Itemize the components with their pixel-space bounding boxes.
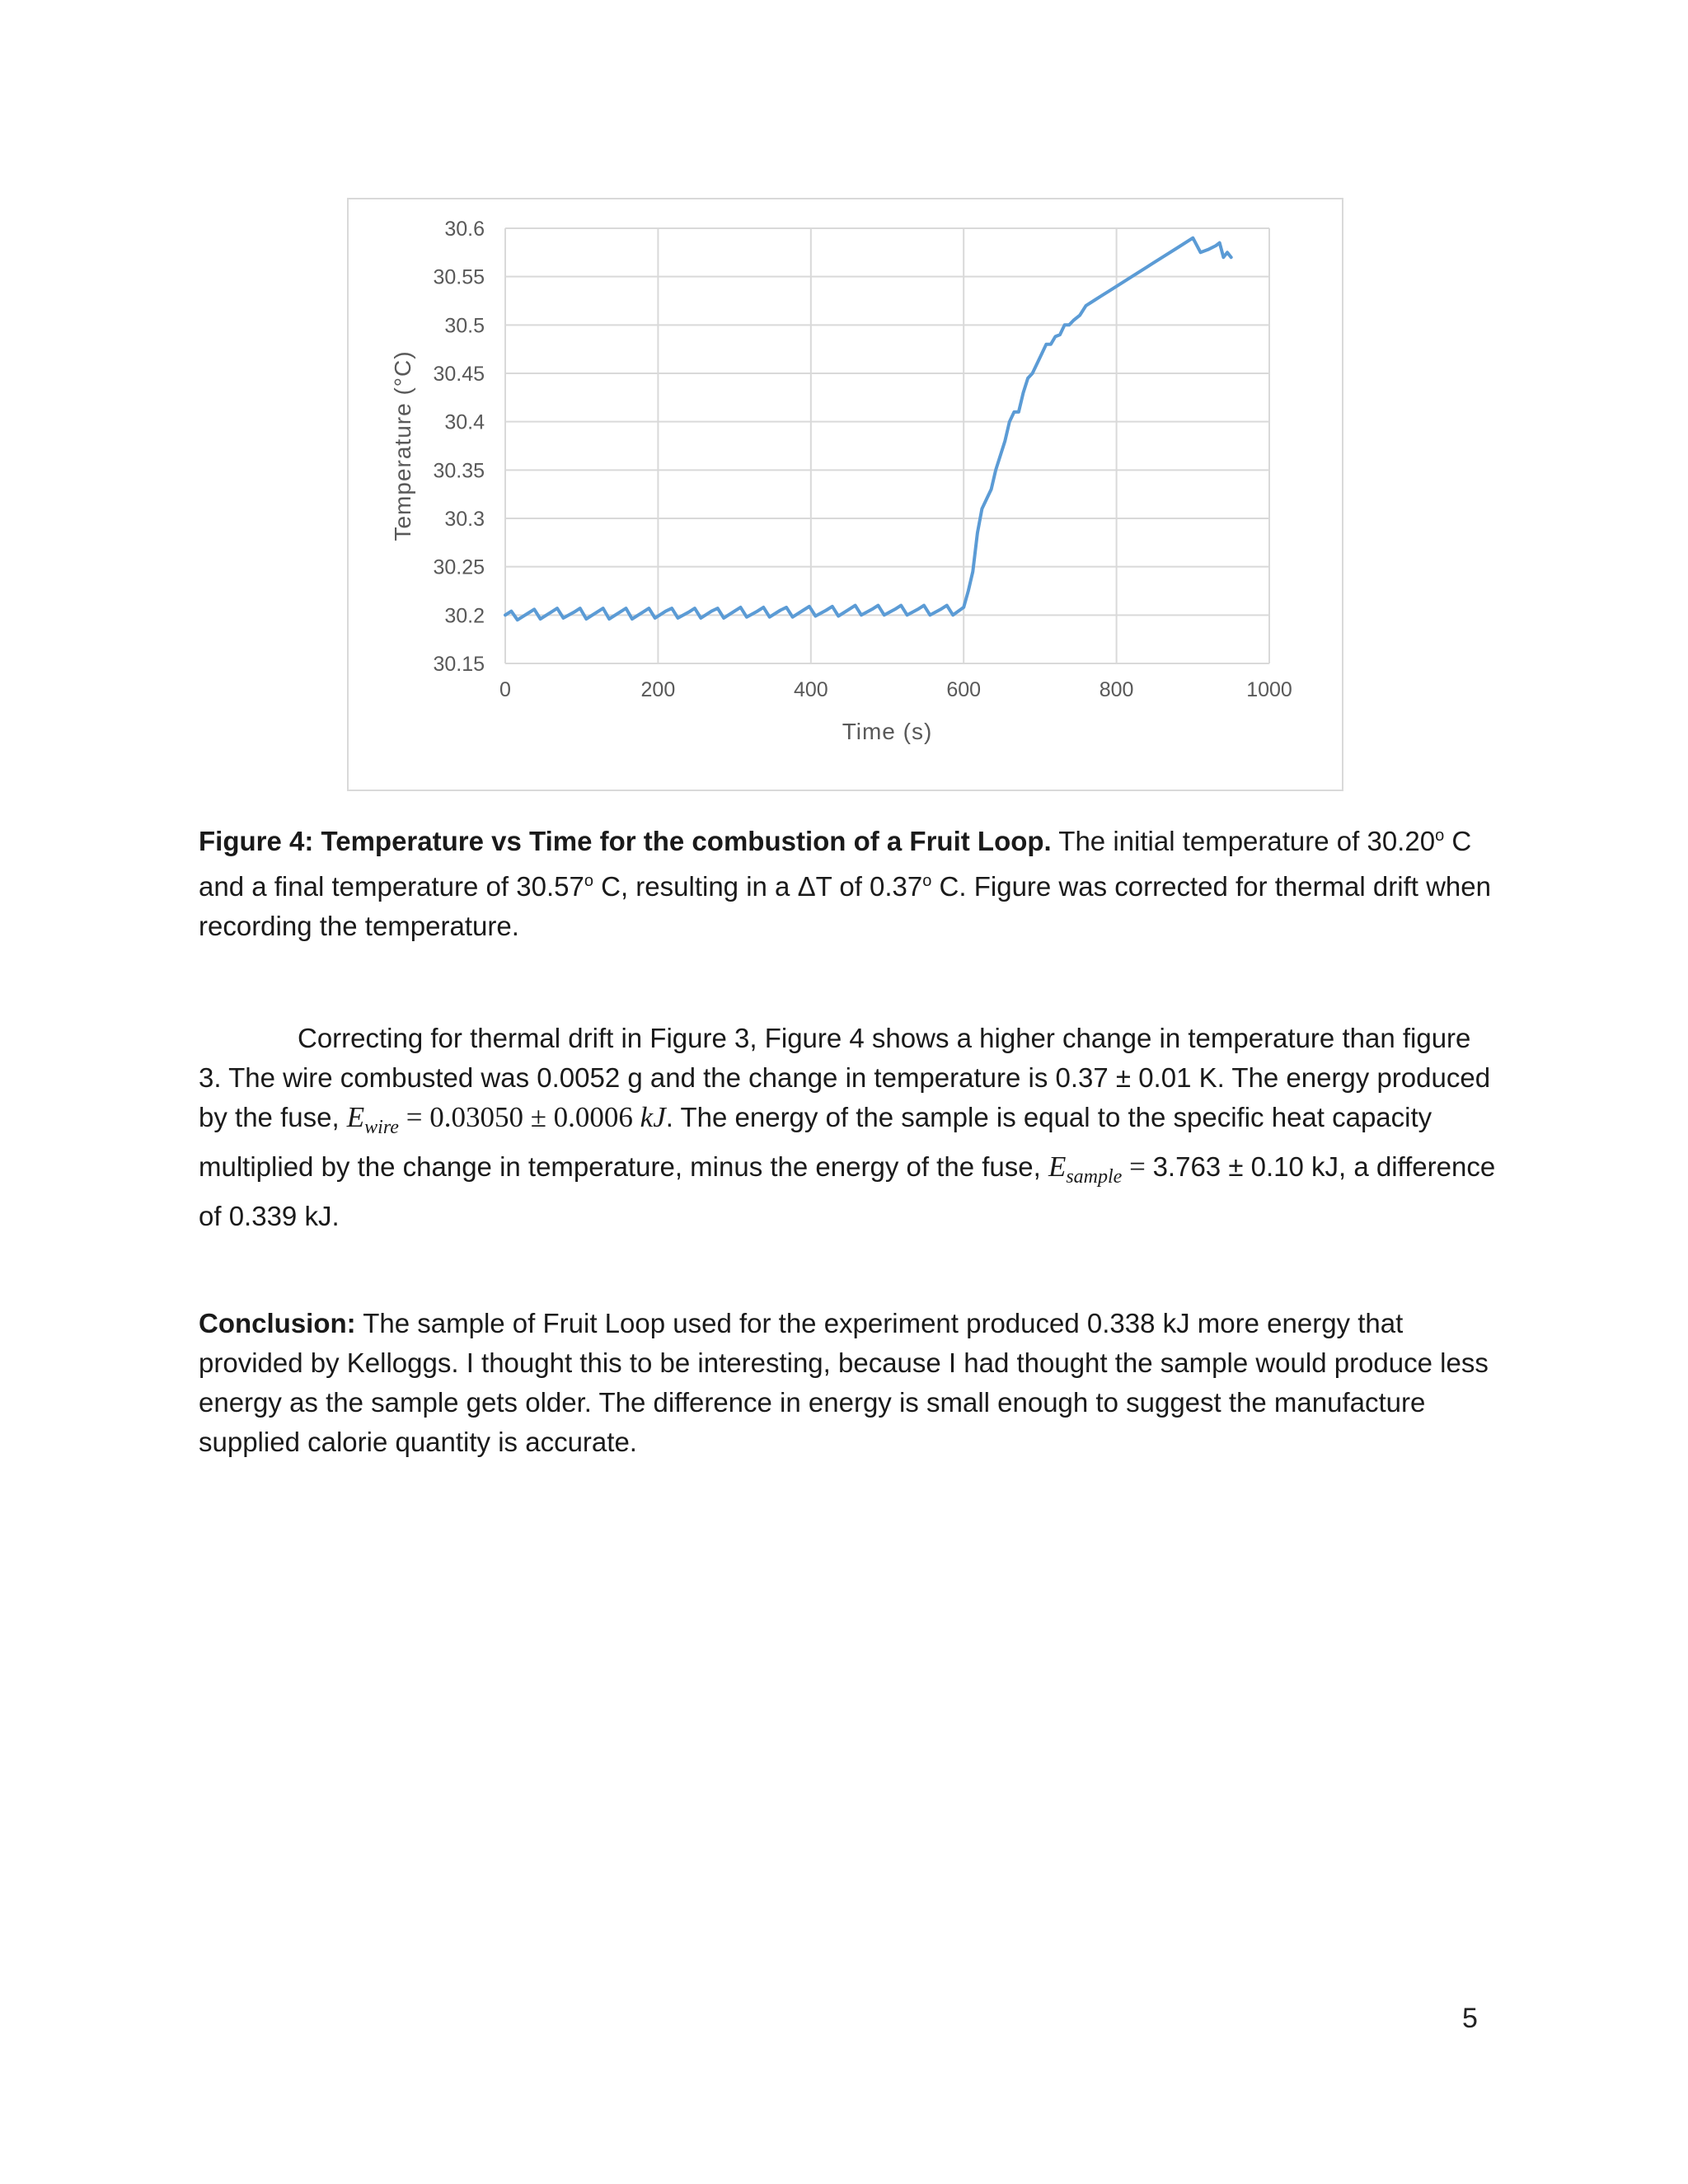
conclusion-label: Conclusion: xyxy=(199,1308,356,1338)
paragraph-part-3: 3.763 ± 0.10 kJ, a difference of 0.339 kJ. xyxy=(199,1151,1496,1231)
x-tick-label-2: 400 xyxy=(793,678,828,701)
e-wire-symbol: E xyxy=(346,1101,365,1133)
paragraph-part-2: . The energy of the sample is equal to the specific heat capacity multiplied by the change in temperature, minus the energy of the fuse, xyxy=(199,1102,1432,1182)
degree-sup-3: o xyxy=(922,872,932,890)
y-tick-label-9: 30.15 xyxy=(433,653,485,676)
x-tick-label-0: 0 xyxy=(499,678,511,701)
series-line-0 xyxy=(505,238,1231,621)
e-wire-unit: kJ xyxy=(640,1101,666,1133)
e-wire-value: = 0.03050 ± 0.0006 xyxy=(398,1101,640,1133)
y-tick-label-4: 30.4 xyxy=(444,410,485,434)
e-wire-subscript: wire xyxy=(364,1117,399,1138)
e-sample-equation xyxy=(1048,1151,1153,1188)
e-sample-symbol: E xyxy=(1048,1151,1067,1183)
y-tick-label-1: 30.55 xyxy=(433,265,485,289)
caption-text-4: C. Figure was corrected for thermal drift when recording the temperature. xyxy=(199,871,1491,941)
page-number: 5 xyxy=(1462,2003,1478,2034)
temperature-time-chart xyxy=(347,198,1343,791)
y-tick-label-0: 30.6 xyxy=(444,218,485,241)
conclusion-paragraph xyxy=(199,1304,1501,1462)
y-tick-label-3: 30.45 xyxy=(433,363,485,386)
x-tick-label-3: 600 xyxy=(946,678,982,701)
chart-svg xyxy=(349,199,1345,793)
x-tick-label-4: 800 xyxy=(1099,678,1134,701)
degree-sup-1: o xyxy=(1435,827,1445,845)
x-tick-label-1: 200 xyxy=(640,678,676,701)
degree-sup-2: o xyxy=(584,872,593,890)
conclusion-text: The sample of Fruit Loop used for the experiment produced 0.338 kJ more energy that provided by Kelloggs. I thought this to be interesting, because I had thought the sample would produce less energy as the sample gets older. The difference in energy is small enough to suggest the manufacture supplied calorie quantity is accurate. xyxy=(199,1308,1489,1457)
caption-text-1: The initial temperature of 30.20 xyxy=(1058,826,1436,856)
figure-caption xyxy=(199,816,1501,946)
y-tick-label-2: 30.5 xyxy=(444,314,485,338)
paragraph-part-1: Correcting for thermal drift in Figure 3, Figure 4 shows a higher change in temperature than figure 3. The wire combusted was 0.0052 g and the change in temperature is 0.37 ± 0.01 K. The energy produced by the fuse, xyxy=(199,1023,1491,1132)
e-wire-equation xyxy=(346,1101,666,1138)
results-paragraph xyxy=(199,1019,1501,1236)
caption-text-2: C and a final temperature of 30.57 xyxy=(199,826,1472,902)
e-sample-subscript: sample xyxy=(1066,1166,1123,1188)
caption-label: Figure 4: Temperature vs Time for the combustion of a Fruit Loop. xyxy=(199,826,1052,856)
y-axis-title: Temperature (°C) xyxy=(390,350,415,541)
y-tick-label-6: 30.3 xyxy=(444,508,485,531)
y-tick-label-5: 30.35 xyxy=(433,459,485,483)
x-axis-title: Time (s) xyxy=(842,719,933,744)
y-tick-label-7: 30.25 xyxy=(433,555,485,579)
x-tick-label-5: 1000 xyxy=(1246,678,1292,701)
y-tick-label-8: 30.2 xyxy=(444,604,485,628)
e-sample-equals: = xyxy=(1122,1151,1153,1183)
caption-text-3: C, resulting in a ΔT of 0.37 xyxy=(593,871,923,902)
